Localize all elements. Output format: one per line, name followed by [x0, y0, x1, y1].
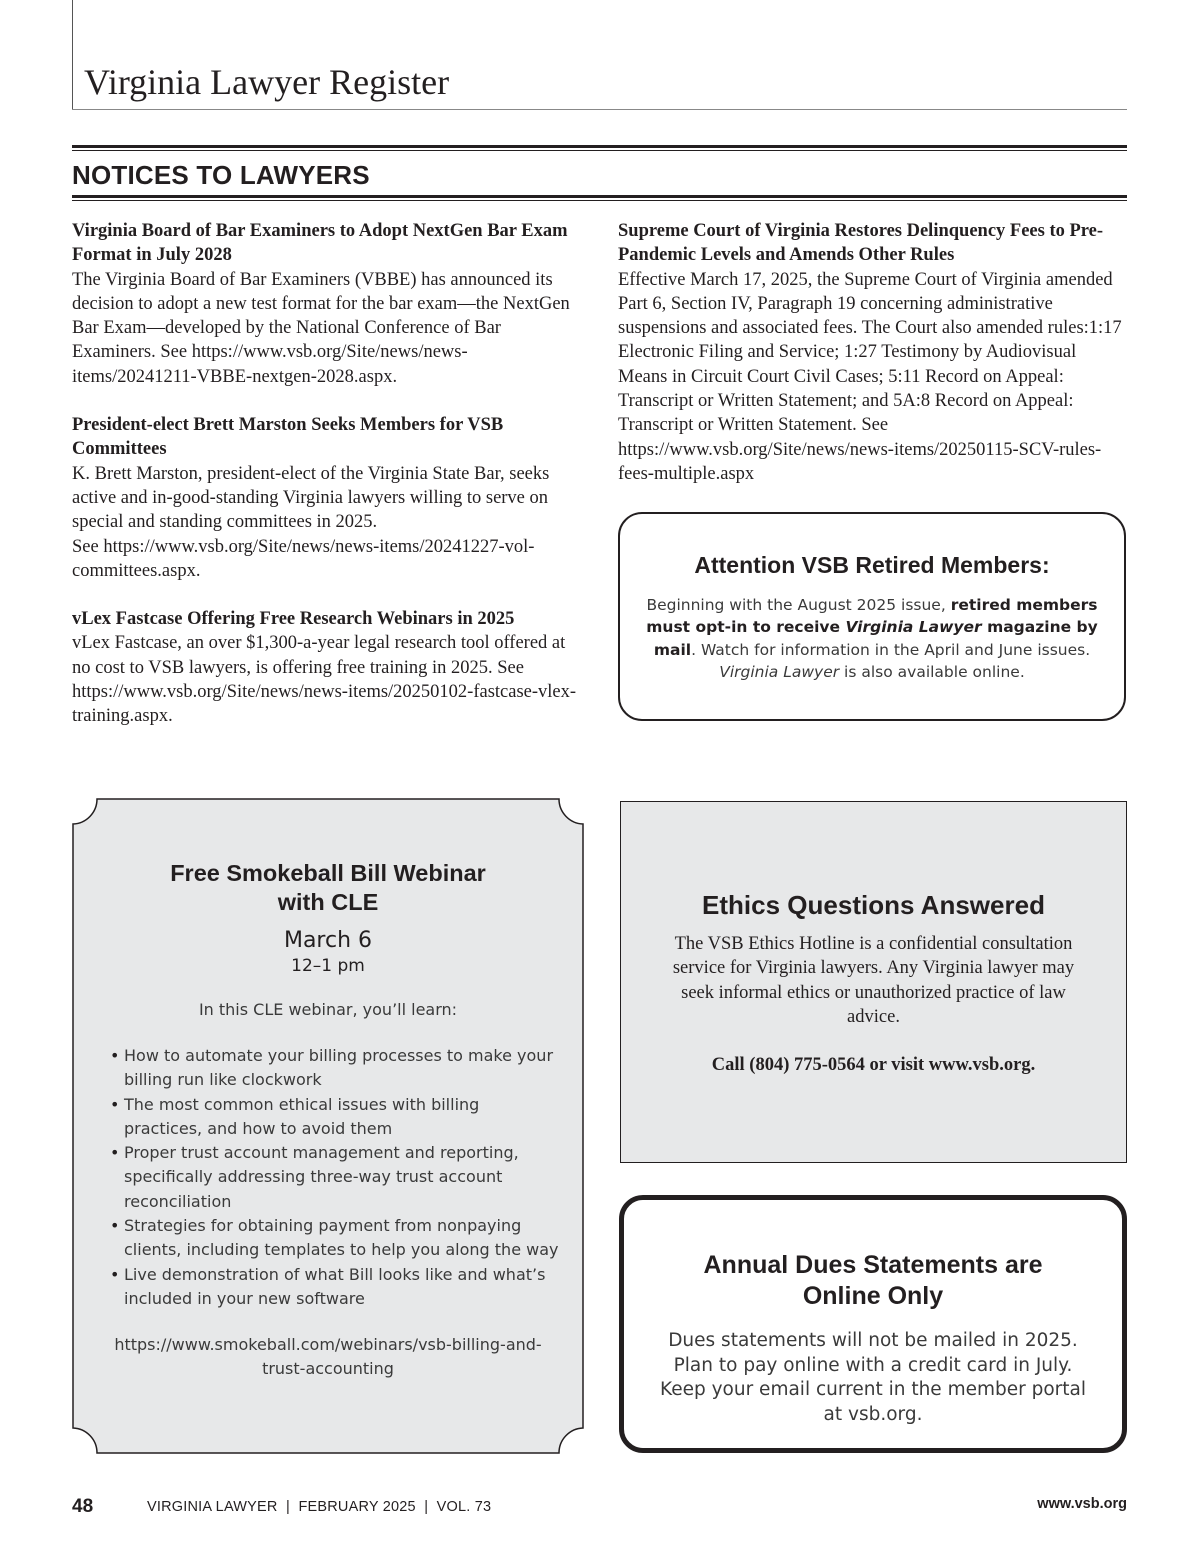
retired-members-title: Attention VSB Retired Members:: [694, 552, 1050, 578]
webinar-topics-list: [110, 1044, 560, 1311]
list-item: • Proper trust account management and reporting, specifically addressing three-way trust account reconciliation: [110, 1141, 560, 1214]
webinar-time: 12–1 pm: [291, 956, 365, 976]
ethics-body: The VSB Ethics Hotline is a confidential consultation service for Virginia lawyers. Any Virginia lawyer may seek informal ethics or unauthorized practice of law advice.: [672, 934, 1075, 1027]
footer-issue-info: VIRGINIA LAWYER | FEBRUARY 2025 | VOL. 73: [147, 1499, 492, 1515]
header-vertical-rule: [72, 0, 73, 110]
webinar-title-line-2: with CLE: [277, 889, 379, 915]
notice-body: vLex Fastcase, an over $1,300-a-year legal research tool offered at no cost to VSB lawyers, is offering free training in 2025. See https://www.vsb.org/Site/news/news-items/20250102-fastcase-vlex-training.aspx.: [72, 633, 577, 727]
notice-body: K. Brett Marston, president-elect of the Virginia State Bar, seeks active and in-good-standing Virginia lawyers willing to serve on special and standing committees in 2025.: [72, 463, 550, 533]
webinar-intro: In this CLE webinar, you’ll learn:: [198, 1000, 458, 1019]
retired-text-2: . Watch for information in the April and June issues.: [691, 640, 1091, 659]
dues-title-line-1: Annual Dues Statements are: [703, 1251, 1043, 1279]
notice-headline: President-elect Brett Marston Seeks Members for VSB Committees: [72, 415, 504, 460]
footer-url: www.vsb.org: [1037, 1496, 1127, 1512]
section-heading: NOTICES TO LAWYERS: [72, 160, 370, 190]
section-rule-top: [72, 145, 1127, 151]
retired-members-text: [642, 594, 1102, 683]
dues-title: [624, 1250, 1122, 1312]
ethics-box: [620, 801, 1127, 1163]
page-number: 48: [72, 1496, 94, 1517]
right-column: [618, 219, 1128, 486]
dues-box: [619, 1195, 1127, 1453]
notice-body: Effective March 17, 2025, the Supreme Court of Virginia amended Part 6, Section IV, Paragraph 19 concerning administrative suspensions and associated fees. The Court also amended rules:1:17 Electronic Filing and Service; 1:27 Testimony by Audiovisual Means in Circuit Court Civil Cases; 5:11 Record on Appeal: Transcript or Written Statement; and 5A:8 Record on Appeal: Transcript or Written Statement. See https://www.vsb.org/Site/news/news-items/20250115-SCV-rules-fees-multiple.aspx: [618, 269, 1122, 484]
list-item: • The most common ethical issues with billing practices, and how to avoid them: [110, 1093, 560, 1142]
dues-body: Dues statements will not be mailed in 2025. Plan to pay online with a credit card in July. Keep your email current in the member portal at vsb.org.: [659, 1330, 1086, 1425]
notice-nextgen: [72, 219, 584, 389]
notice-link: See https://www.vsb.org/Site/news/news-items/20241227-vol-committees.aspx.: [72, 536, 535, 581]
retired-bold-2: magazine by mail: [653, 618, 1098, 659]
retired-bold: retired members must opt-in to receive: [646, 596, 1098, 637]
list-item: • Strategies for obtaining payment from nonpaying clients, including templates to help you along the way: [110, 1214, 560, 1263]
left-column: [72, 219, 584, 753]
masthead: Virginia Lawyer Register: [84, 62, 450, 102]
notice-headline: Supreme Court of Virginia Restores Delinquency Fees to Pre-Pandemic Levels and Amends Other Rules: [618, 221, 1104, 266]
webinar-url: https://www.smokeball.com/webinars/vsb-billing-and-trust-accounting: [114, 1335, 542, 1379]
dues-title-line-2: Online Only: [802, 1282, 944, 1310]
notice-supreme-court: [618, 219, 1128, 486]
ethics-title: Ethics Questions Answered: [702, 890, 1045, 920]
list-item: • How to automate your billing processes to make your billing run like clockwork: [110, 1044, 560, 1093]
retired-bold-italic: Virginia Lawyer: [845, 618, 982, 637]
section-rule-bottom: [72, 195, 1127, 201]
notice-committees: [72, 413, 584, 583]
webinar-title-line-1: Free Smokeball Bill Webinar: [170, 860, 486, 886]
notice-fastcase: [72, 607, 584, 728]
webinar-date: March 6: [283, 928, 373, 953]
list-item: • Live demonstration of what Bill looks like and what’s included in your new software: [110, 1263, 560, 1312]
notice-headline: vLex Fastcase Offering Free Research Webinars in 2025: [72, 609, 515, 630]
ethics-call-to-action: Call (804) 775-0564 or visit www.vsb.org.: [711, 1055, 1036, 1076]
webinar-content: [72, 798, 584, 1381]
retired-members-box: [618, 512, 1126, 721]
retired-italic: Virginia Lawyer: [719, 662, 840, 681]
retired-text-1: Beginning with the August 2025 issue,: [646, 596, 951, 614]
notice-body: The Virginia Board of Bar Examiners (VBBE) has announced its decision to adopt a new test format for the bar exam—the NextGen Bar Exam—developed by the National Conference of Bar Examiners. See https://www.vsb.org/Site/news/news-items/20241211-VBBE-nextgen-2028.aspx.: [72, 269, 570, 387]
webinar-title: [72, 859, 584, 917]
retired-text-3: is also available online.: [839, 662, 1025, 681]
notice-headline: Virginia Board of Bar Examiners to Adopt NextGen Bar Exam Format in July 2028: [72, 221, 568, 266]
header-horizontal-rule: [72, 109, 1127, 110]
